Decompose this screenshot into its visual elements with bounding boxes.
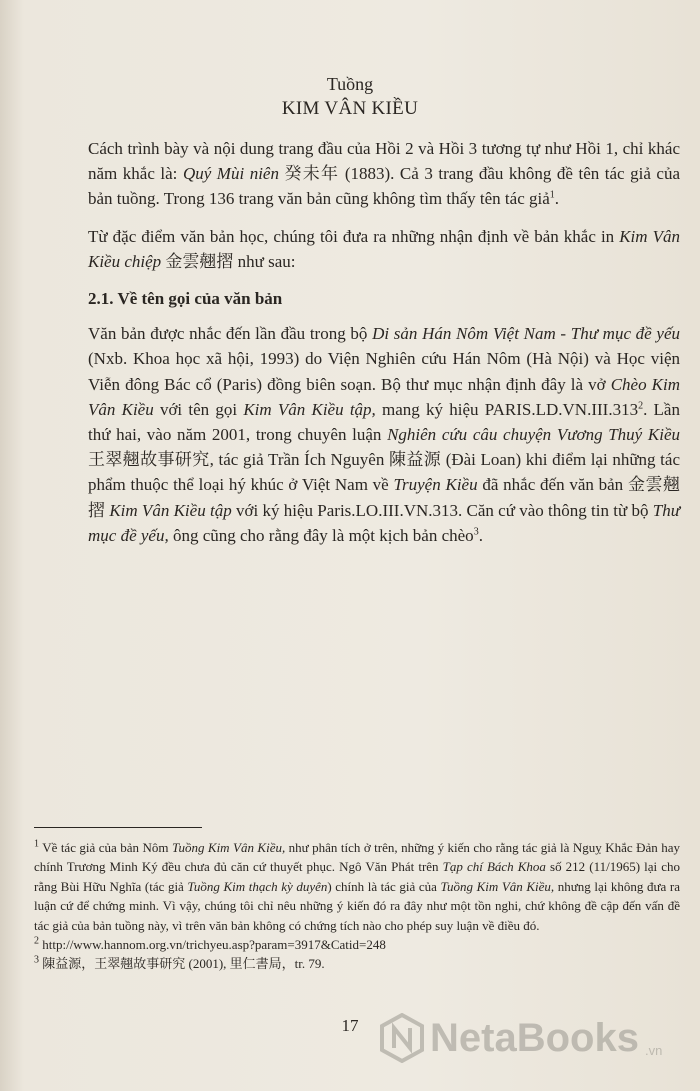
paragraph-1: Cách trình bày và nội dung trang đầu của Hồi 2 và Hồi 3 tương tự như Hồi 1, chỉ khác năm khắc là: Quý Mùi niên 癸未年 (1883). Cả 3 trang đầu không đề tên tác giả của bản tuồng. Trong 136 trang văn bản cũng không tìm thấy tên tác giả$^1$. — [88, 139, 681, 209]
footnote-url[interactable]: http://www.hannom.org.vn/trichyeu.asp?param=3917&Catid=248 — [39, 937, 386, 953]
footnote-2: $^2$ http://www.hannom.org.vn/trichyeu.asp?param=3917&Catid=248 — [34, 935, 386, 953]
page-header-genre: Tuồng — [326, 74, 374, 94]
section-heading: 2.1. Về tên gọi của văn bản — [88, 289, 283, 309]
footnote-ref-1[interactable]: 1 — [549, 189, 555, 201]
watermark-text: NetaBooks — [430, 1015, 639, 1060]
footnote-divider — [34, 827, 202, 828]
footnote-1: $^1$ Về tác giả của bản Nôm Tuồng Kim Vân Kiều, như phân tích ở trên, những ý kiến cho rằng tác giả là Nguỵ Khắc Đản hay chính Trương Minh Ký đều chưa đủ căn cứ thuyết phục. Ngô Văn Phát trên Tạp chí Bách Khoa số 212 (11/1965) lại cho rằng Bùi Hữu Nghĩa (tác giả Tuồng Kim thạch kỳ duyên) chính là tác giả của Tuồng Kim Vân Kiều, nhưng lại không đưa ra luận cứ để chứng minh. Vì vậy, chúng tôi chỉ nêu những ý kiến đó ra đây như một tồn nghi, chứ không đề cập đến vấn đề tác giả của bản tuồng này, vì trên văn bản không có chứng tích nào cho phép suy luận về điều đó. — [34, 838, 680, 933]
paragraph-2: Từ đặc điểm văn bản học, chúng tôi đưa ra những nhận định về bản khắc in Kim Vân Kiều chiệp 金雲翹摺 như sau: — [88, 226, 680, 271]
footnote-3: $^3$ 陳益源，王翠翹故事研究 (2001), 里仁書局，tr. 79. — [34, 955, 325, 972]
paragraph-3: Văn bản được nhắc đến lần đầu trong bộ Di sản Hán Nôm Việt Nam - Thư mục đề yếu (Nxb. Khoa học xã hội, 1993) do Viện Nghiên cứu Hán Nôm (Hà Nội) và Học viện Viễn đông Bác cổ (Paris) đồng biên soạn. Bộ thư mục nhận định đây là vở Chèo Kim Vân Kiều với tên gọi Kim Vân Kiều tập, mang ký hiệu PARIS.LD.VN.III.313$^2$. Lần thứ hai, vào năm 2001, trong chuyên luận Nghiên cứu câu chuyện Vương Thuý Kiều 王翠翹故事研究, tác giả Trần Ích Nguyên 陳益源 (Đài Loan) khi điểm lại những tác phẩm thuộc thể loại hý khúc ở Việt Nam về Truyện Kiều đã nhắc đến văn bản 金雲翹摺 Kim Vân Kiều tập với ký hiệu Paris.LO.III.VN.313. Căn cứ vào thông tin từ bộ Thư mục đề yếu, ông cũng cho rằng đây là một kịch bản chèo$^3$. — [88, 324, 680, 545]
footnote-ref-2[interactable]: 2 — [638, 400, 644, 412]
page-header-title: KIM VÂN KIỀU — [281, 98, 419, 119]
footnote-ref-3[interactable]: 3 — [473, 526, 479, 538]
italic-term: Quý Mùi niên — [182, 164, 279, 184]
main-text — [88, 136, 680, 560]
page-number: 17 — [341, 1016, 359, 1035]
watermark-suffix: .vn — [644, 1043, 663, 1058]
italic-term: Kim Vân Kiều chiệp — [88, 226, 680, 271]
watermark-logo-icon — [380, 1013, 424, 1063]
watermark — [380, 1008, 680, 1068]
footnotes — [34, 838, 680, 974]
